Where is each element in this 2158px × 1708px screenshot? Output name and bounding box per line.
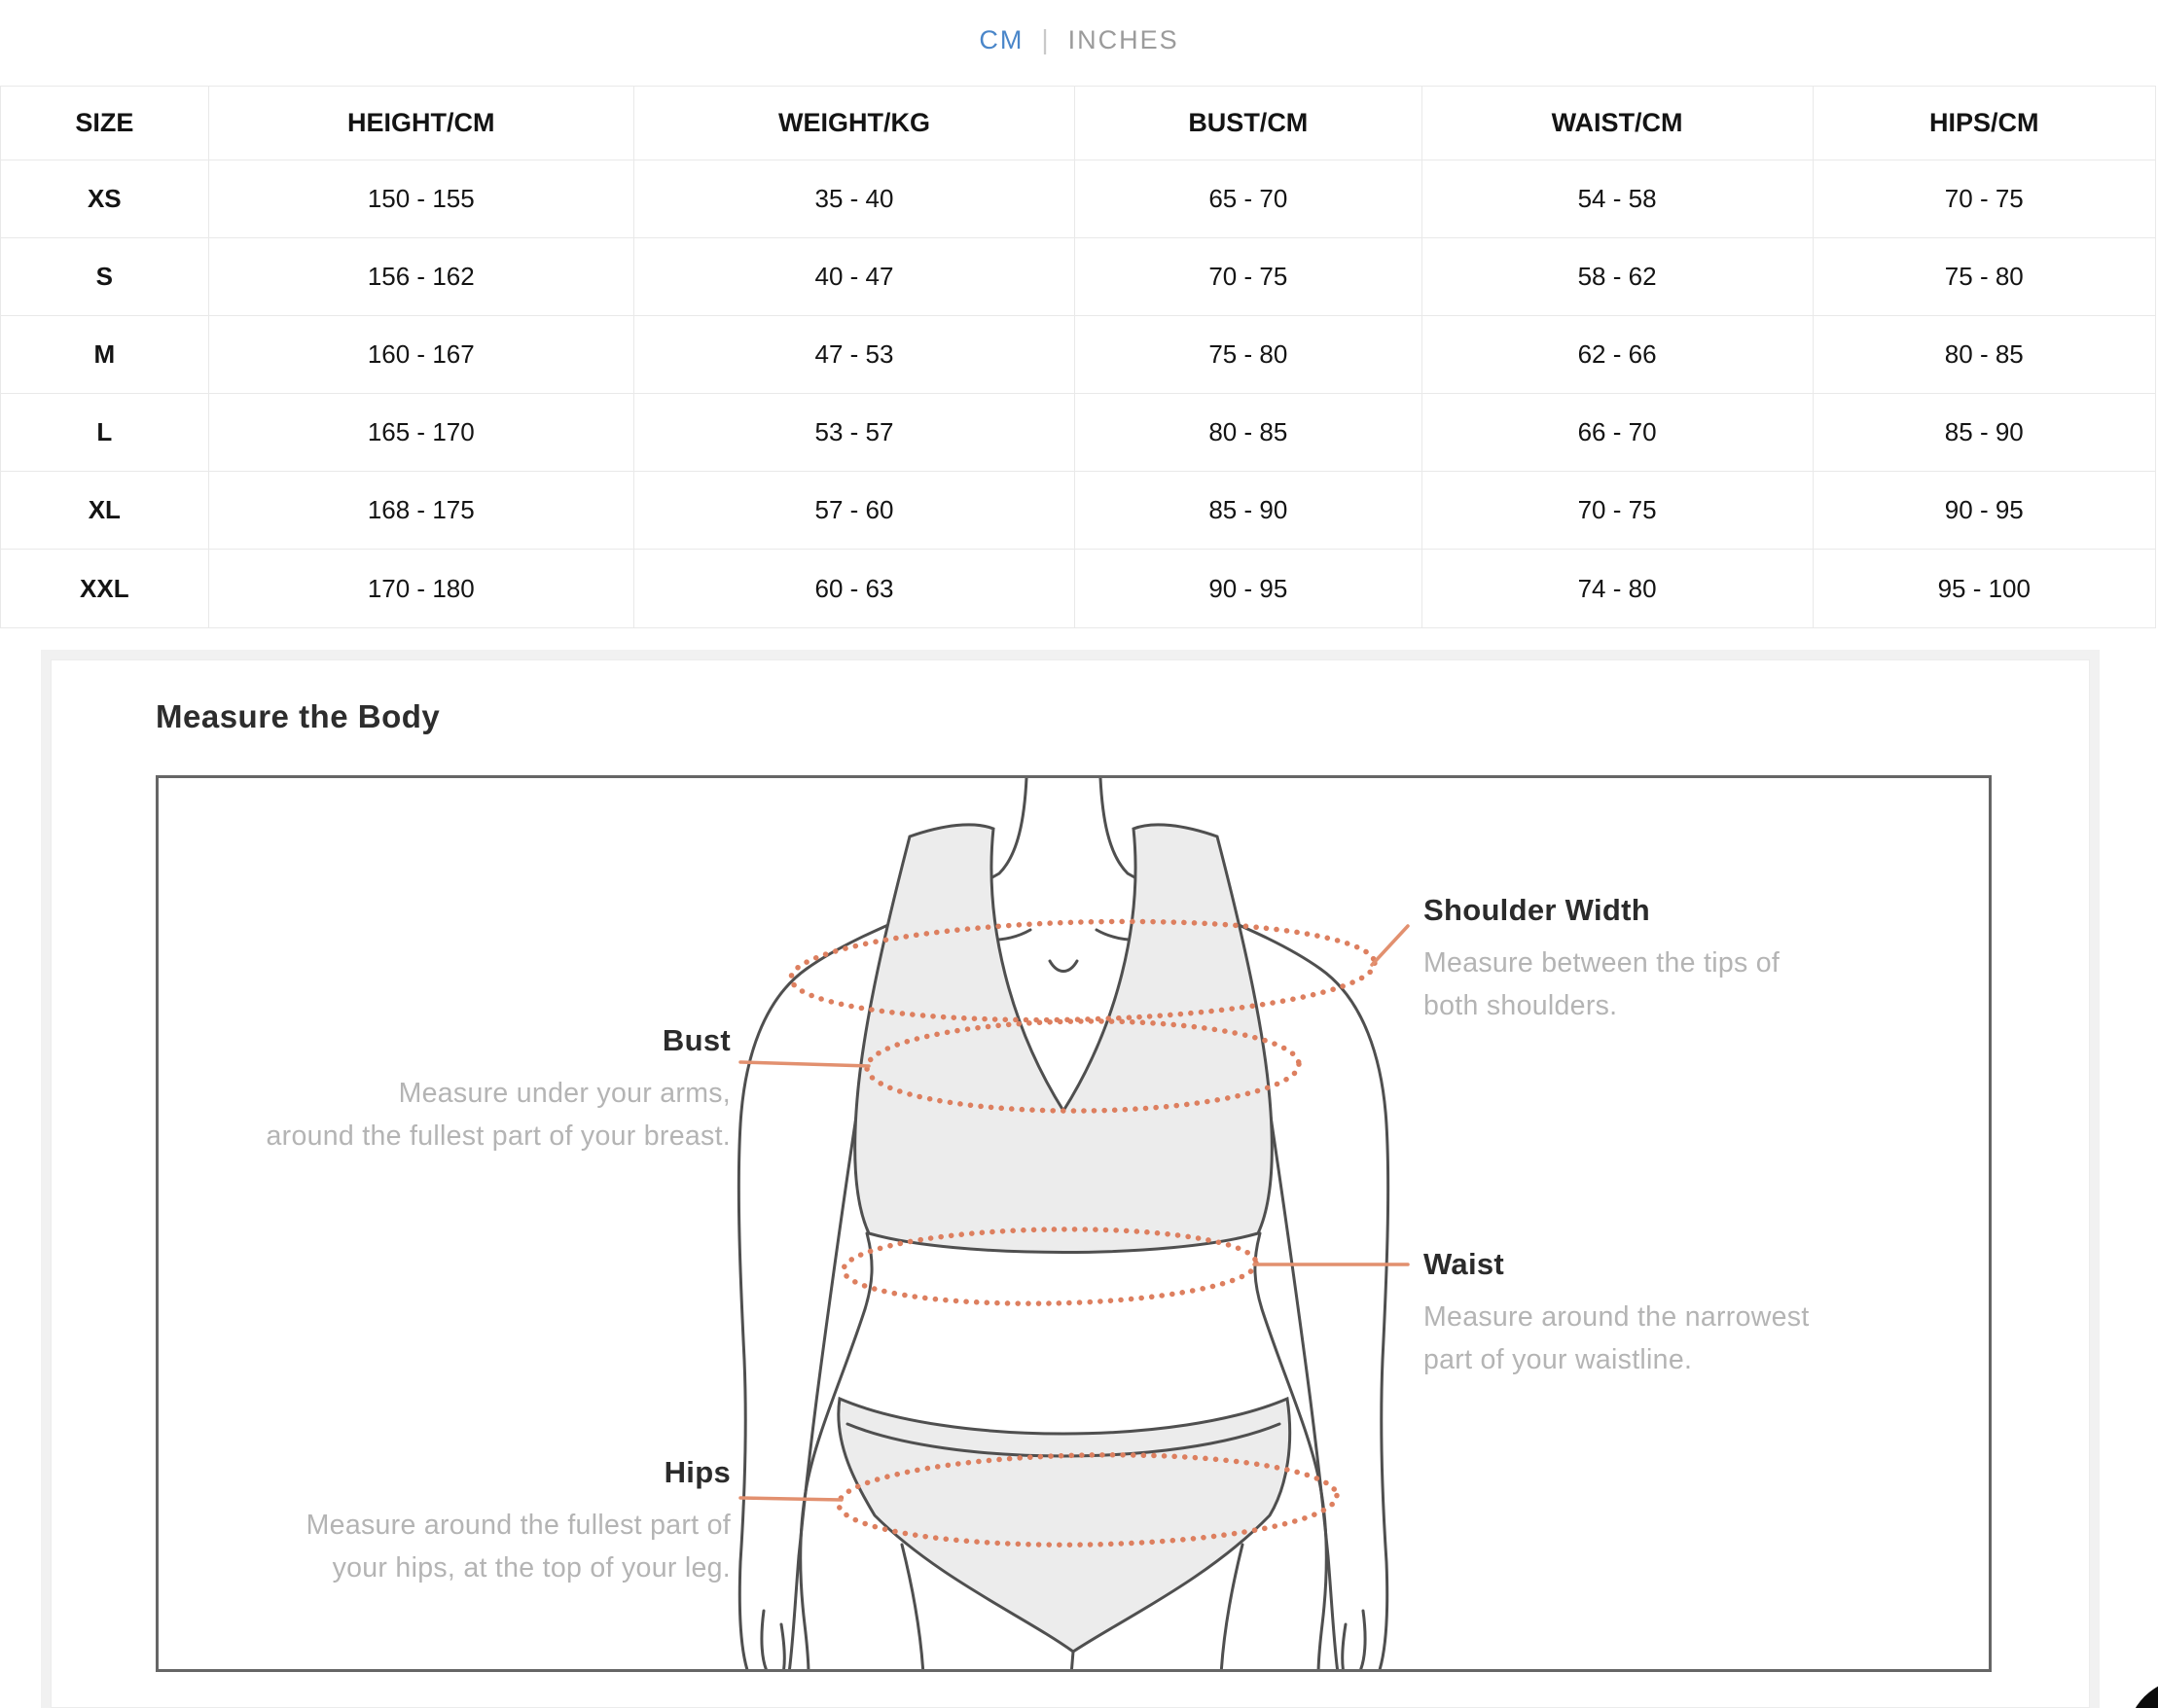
bust-desc-line1: Measure under your arms, [398,1078,731,1109]
table-cell-waist: 54 - 58 [1422,160,1814,238]
table-cell-waist: 74 - 80 [1422,550,1814,627]
bust-callout [159,1023,731,1157]
table-row-s [1,238,2155,316]
table-cell-bust: 80 - 85 [1075,394,1421,472]
table-row-xs [1,160,2155,238]
table-cell-height: 168 - 175 [209,472,634,550]
table-cell-waist: 70 - 75 [1422,472,1814,550]
table-header-cell-weight: WEIGHT/KG [634,87,1075,160]
waist-desc-line2: part of your waistline. [1423,1344,1693,1375]
table-cell-weight: 47 - 53 [634,316,1075,394]
table-cell-hips: 70 - 75 [1814,160,2155,238]
table-cell-weight: 40 - 47 [634,238,1075,316]
table-header-cell-size: SIZE [1,87,209,160]
table-cell-weight: 57 - 60 [634,472,1075,550]
table-cell-size: XL [1,472,209,550]
table-header-cell-bust: BUST/CM [1075,87,1421,160]
table-cell-size: M [1,316,209,394]
table-cell-hips: 80 - 85 [1814,316,2155,394]
table-row-m [1,316,2155,394]
body-measure-diagram [156,775,1992,1672]
table-cell-height: 156 - 162 [209,238,634,316]
hips-desc-line1: Measure around the fullest part of [306,1510,731,1541]
table-cell-weight: 35 - 40 [634,160,1075,238]
waist-desc-line1: Measure around the narrowest [1423,1301,1810,1333]
unit-toggle [0,18,2158,62]
table-cell-bust: 85 - 90 [1075,472,1421,550]
measure-section-title: Measure the Body [156,698,441,734]
bust-label: Bust [662,1023,731,1057]
table-cell-hips: 95 - 100 [1814,550,2155,627]
table-cell-bust: 70 - 75 [1075,238,1421,316]
table-header-row [1,87,2155,160]
table-cell-size: XXL [1,550,209,627]
hips-callout [159,1455,731,1589]
table-cell-weight: 53 - 57 [634,394,1075,472]
shoulder-width-callout [1423,893,1929,1027]
table-header-cell-height: HEIGHT/CM [209,87,634,160]
table-header-cell-hips: HIPS/CM [1814,87,2155,160]
table-cell-waist: 58 - 62 [1422,238,1814,316]
table-cell-hips: 85 - 90 [1814,394,2155,472]
bust-desc-line2: around the fullest part of your breast. [266,1121,731,1152]
unit-toggle-divider: | [1041,24,1051,54]
table-cell-size: L [1,394,209,472]
table-cell-hips: 75 - 80 [1814,238,2155,316]
table-cell-bust: 75 - 80 [1075,316,1421,394]
table-cell-waist: 66 - 70 [1422,394,1814,472]
table-cell-height: 160 - 167 [209,316,634,394]
hips-desc-line2: your hips, at the top of your leg. [332,1552,731,1583]
table-cell-size: S [1,238,209,316]
table-cell-hips: 90 - 95 [1814,472,2155,550]
table-cell-waist: 62 - 66 [1422,316,1814,394]
table-cell-height: 150 - 155 [209,160,634,238]
table-cell-height: 170 - 180 [209,550,634,627]
shoulder-width-label: Shoulder Width [1423,893,1650,927]
table-cell-size: XS [1,160,209,238]
table-row-xxl [1,550,2155,627]
waist-label: Waist [1423,1247,1505,1281]
table-cell-weight: 60 - 63 [634,550,1075,627]
table-row-l [1,394,2155,472]
table-row-xl [1,472,2155,550]
size-chart-table [0,86,2156,628]
table-cell-height: 165 - 170 [209,394,634,472]
shoulder-width-desc-line1: Measure between the tips of [1423,947,1780,979]
shoulder-width-desc-line2: both shoulders. [1423,990,1618,1021]
chat-widget-button[interactable] [2127,1679,2158,1708]
table-cell-bust: 65 - 70 [1075,160,1421,238]
table-cell-bust: 90 - 95 [1075,550,1421,627]
unit-inches-tab[interactable]: INCHES [1067,24,1179,54]
waist-callout [1423,1247,1929,1381]
hips-label: Hips [664,1455,731,1489]
unit-cm-tab[interactable]: CM [979,24,1025,54]
table-header-cell-waist: WAIST/CM [1422,87,1814,160]
